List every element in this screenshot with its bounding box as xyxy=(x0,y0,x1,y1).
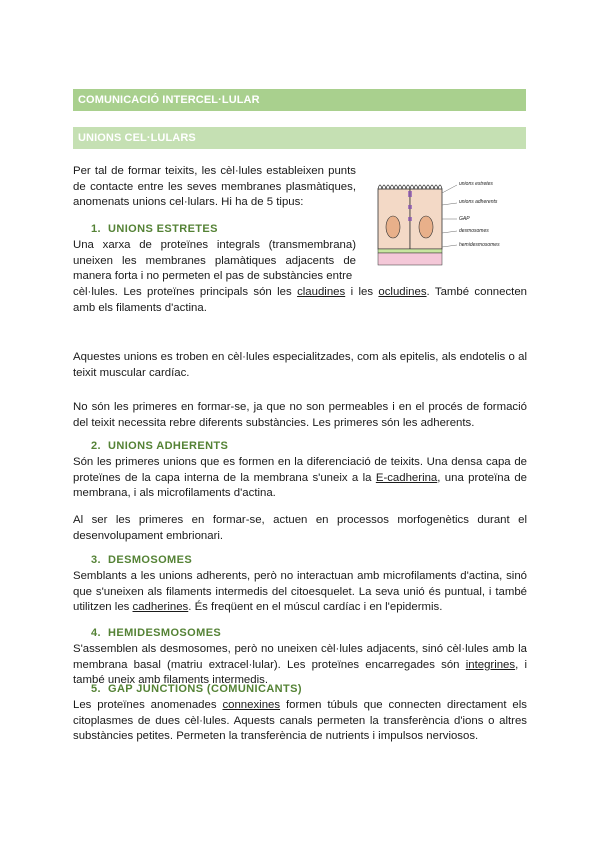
section-1-paragraph-1a: Una xarxa de proteïnes integrals (transmembrana) uneixen les membranes plamàtiques adjacents de manera forta i no permeten el pas de substàncies entre xyxy=(73,239,356,283)
heading-desmosomes: 3. DESMOSOMES xyxy=(91,554,193,566)
section-4-paragraph-1: S'assemblen als desmosomes, però no uneixen cèl·lules adjacents, sinó cèl·lules amb la membrana basal (matriu extracel·lular). Les proteïnes encarregades són integrines, i també uneix amb filaments intermedis. xyxy=(73,643,527,687)
section-1-paragraph-2: Aquestes unions es troben en cèl·lules especialitzades, com als epitelis, als endotelis o al teixit muscular cardíac. xyxy=(73,351,527,379)
figure-label-5: hemidesmosomes xyxy=(459,242,500,248)
intro-paragraph: Per tal de formar teixits, les cèl·lules estableixen punts de contacte entre les seves membranes plasmàtiques, anomenats unions cel·lulars. Hi ha de 5 tipus: xyxy=(73,165,356,209)
e-cadherina-term: E-cadherina xyxy=(375,471,438,484)
section-title-bar xyxy=(73,127,526,149)
heading-unions-adherents: 2. UNIONS ADHERENTS xyxy=(91,440,229,452)
section-5-paragraph-1: Les proteïnes anomenades connexines formen túbuls que connecten directament els citoplasmes de dues cèl·lules. Aquests canals permeten la transferència d'ions o altres substàncies petites. Permeten la transferència de nutrients i impulsos nerviosos. xyxy=(73,699,527,743)
ocludines-term: ocludines xyxy=(378,286,427,298)
section-2-paragraph-1: Són les primeres unions que es formen en la diferenciació de teixits. Una densa capa de proteïnes de la capa interna de la membrana s'uneix a la E-cadherina, una proteïna de membrana, i als microfilaments d'actina. xyxy=(73,456,527,500)
figure-label-1: unions estretes xyxy=(459,181,493,187)
extracellular-matrix xyxy=(378,253,442,265)
cell-right xyxy=(410,185,442,249)
section-title: UNIONS CEL·LULARS xyxy=(78,132,196,144)
main-title: COMUNICACIÓ INTERCEL·LULAR xyxy=(78,94,260,106)
section-2-paragraph-2: Al ser les primeres en formar-se, actuen en processos morfogenètics durant el desenvolupament embrionari. xyxy=(73,514,527,542)
proteines-intro: cèl·lules. Les proteïnes principals són les xyxy=(73,286,298,298)
heading-gap-junctions: 5. GAP JUNCTIONS (COMUNICANTS) xyxy=(91,683,302,695)
basal-membrane xyxy=(378,249,442,253)
figure-label-4: desmosomes xyxy=(459,228,489,234)
connexines-term: connexines xyxy=(222,699,281,711)
section-1-paragraph-3: No són les primeres en formar-se, ja que no son permeables i en el procés de formació del teixit necessita rebre diferents substàncies. Les primeres són les adherents. xyxy=(73,401,527,429)
heading-hemidesmosomes: 4. HEMIDESMOSOMES xyxy=(91,627,222,639)
claudines-term: claudines xyxy=(297,286,346,298)
main-title-bar xyxy=(73,89,526,111)
figure-label-3: GAP xyxy=(459,216,470,222)
cadherines-term: cadherines xyxy=(132,601,189,614)
cell-left xyxy=(378,185,410,249)
section-1-paragraph-1b: cèl·lules. Les proteïnes principals són les claudines i les ocludines. També connecten amb els filaments d'actina. xyxy=(73,286,527,314)
heading-unions-estretes: 1. UNIONS ESTRETES xyxy=(91,223,218,235)
cell-junction-diagram xyxy=(373,175,533,270)
figure-label-2: unions adherents xyxy=(459,199,498,205)
integrines-term: integrines xyxy=(465,658,516,671)
section-3-paragraph-1: Semblants a les unions adherents, però no interactuan amb microfilaments d'actina, sinó que s'uneixen als filaments intermedis del citoesquelet. La seva unió és puntual, i també utilitzen les cadherines. És freqüent en el múscul cardíac i en l'epidermis. xyxy=(73,570,527,614)
